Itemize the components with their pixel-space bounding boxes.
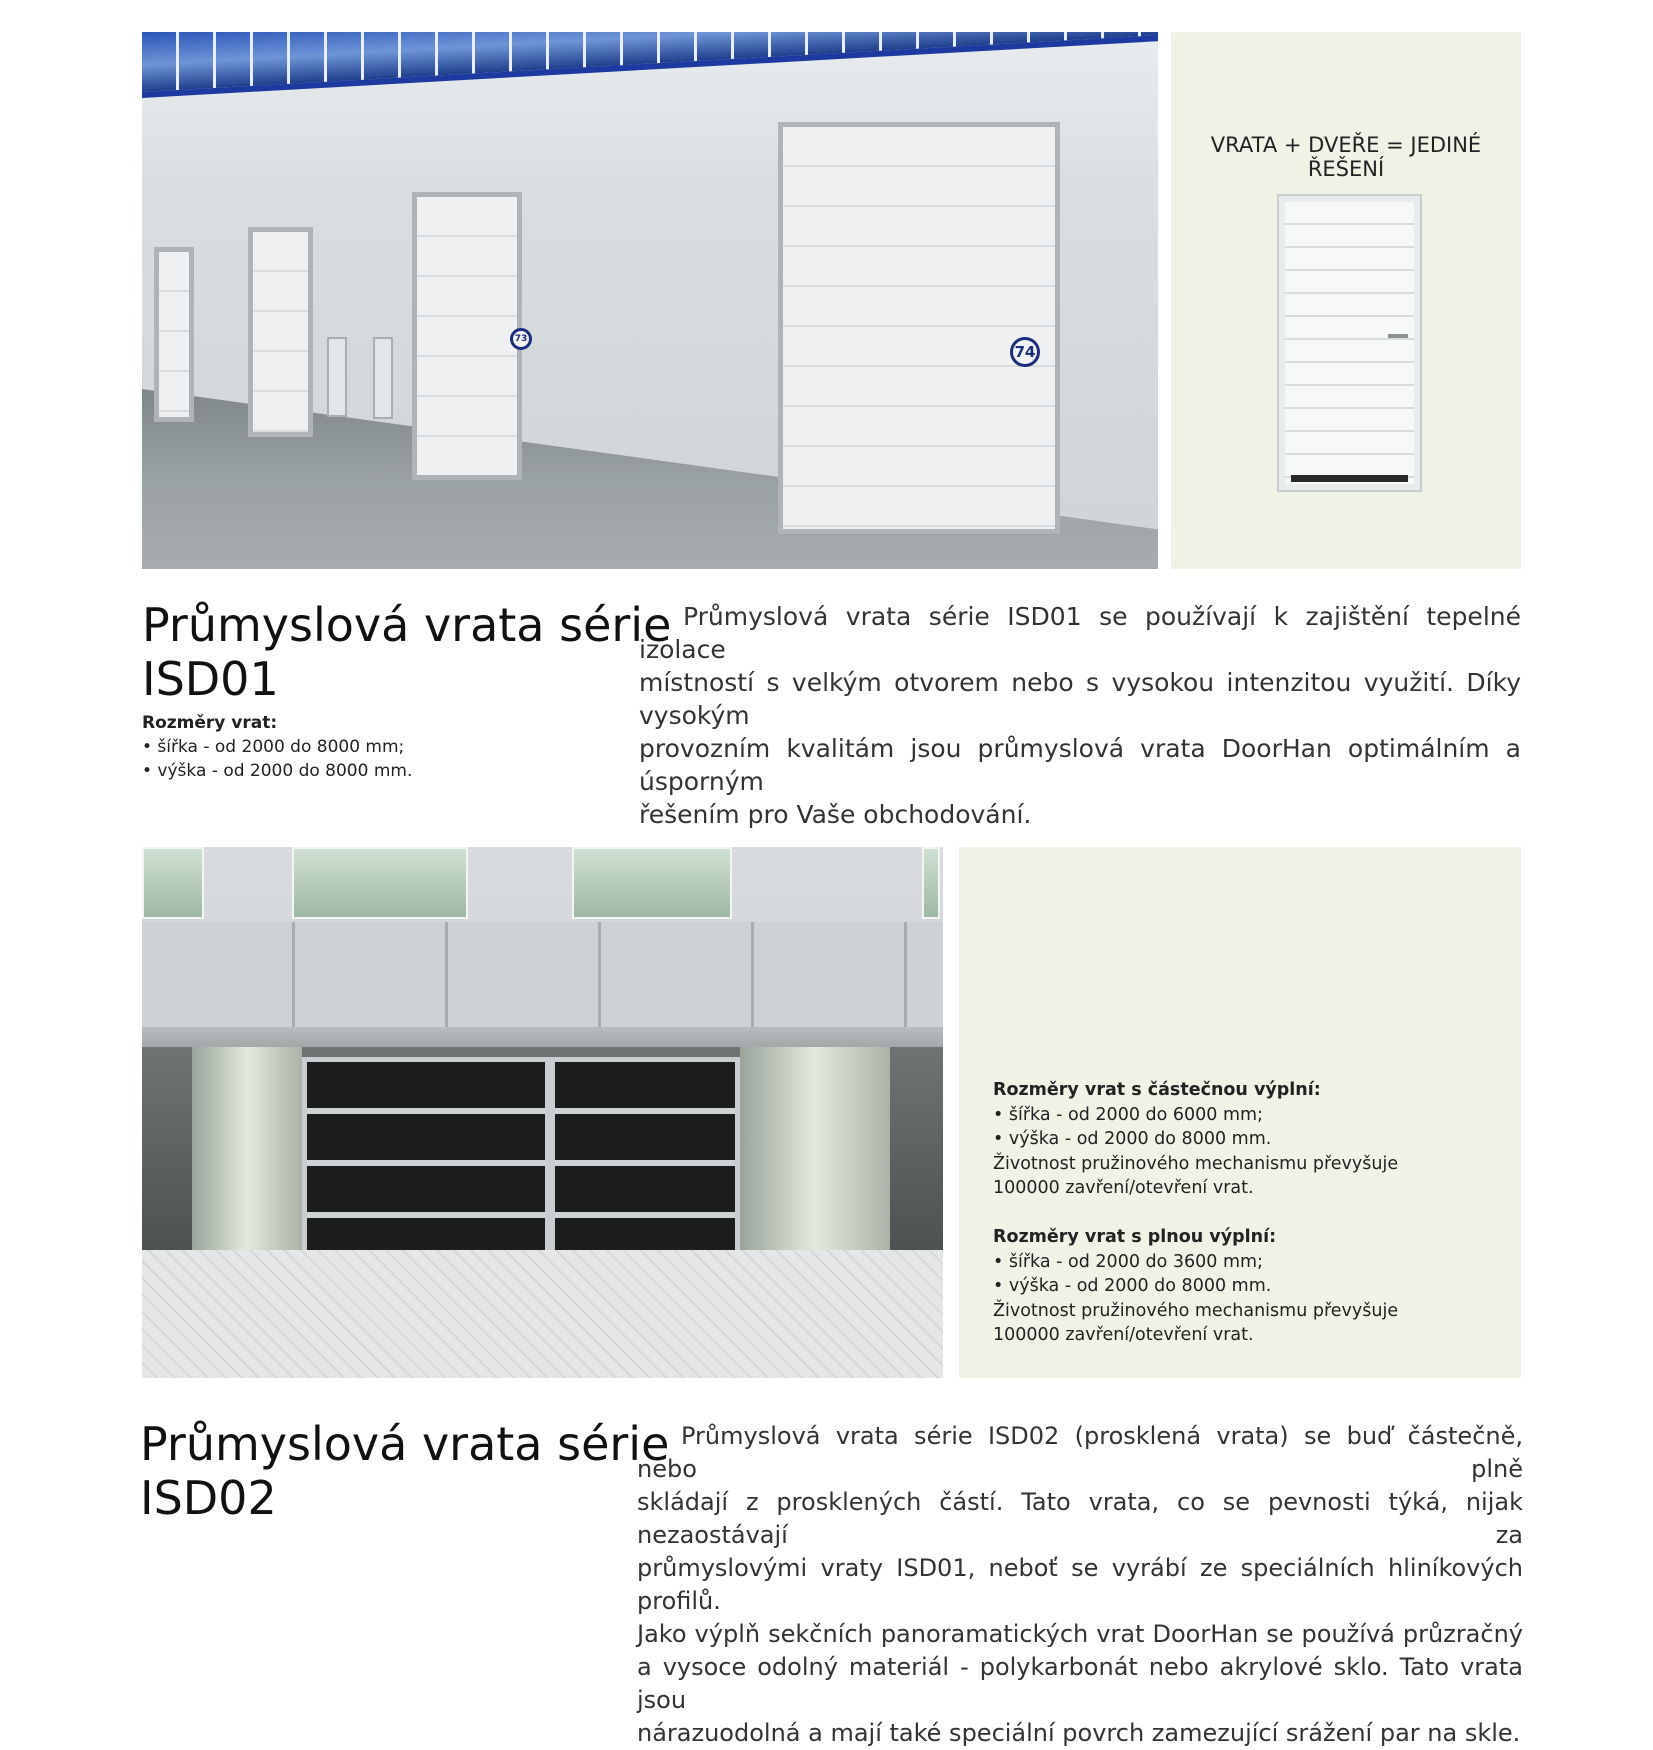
- upper-window: [292, 847, 468, 919]
- section2-paragraph: [637, 1420, 1523, 1750]
- sectional-door-large: [778, 122, 1060, 534]
- spec-line: Životnost pružinového mechanismu převyšuje: [993, 1153, 1399, 1174]
- glass-column: [740, 1047, 890, 1260]
- title-line: ISD01: [142, 652, 279, 706]
- partial-fill-specs: [993, 1078, 1398, 1201]
- sectional-door: [412, 192, 522, 480]
- door-combo-panel: [1171, 32, 1521, 569]
- paragraph-line: místností s velkým otvorem nebo s vysokou intenzitou využití. Díky vysokým: [639, 668, 1521, 730]
- section1-dimensions: [142, 711, 412, 783]
- spec-line: 100000 zavření/otevření vrat.: [993, 1325, 1254, 1345]
- paved-ground: [142, 1250, 943, 1378]
- title-line: ISD02: [140, 1471, 277, 1525]
- isd01-building-photo: [142, 32, 1158, 569]
- section2-title: [140, 1417, 669, 1525]
- spec-line: • výška - od 2000 do 8000 mm.: [993, 1276, 1272, 1296]
- door-number-badge: 74: [1010, 337, 1040, 367]
- paragraph-line: řešením pro Vaše obchodování.: [639, 800, 1032, 829]
- spec-line: 100000 zavření/otevření vrat.: [993, 1178, 1254, 1198]
- glazed-sectional-door: [550, 1057, 740, 1257]
- dims-heading: Rozměry vrat:: [142, 713, 278, 733]
- paragraph-line: průmyslovými vraty ISD01, neboť se vyrábí ze speciálních hliníkových profilů.: [637, 1554, 1523, 1615]
- isd02-spec-panel: [959, 847, 1521, 1378]
- paragraph-line: nárazuodolná a mají také speciální povrch zamezující srážení par na skle.: [637, 1719, 1521, 1747]
- paragraph-line: Průmyslová vrata série ISD01 se používají k zajištění tepelné izolace: [639, 602, 1521, 664]
- dims-item: • výška - od 2000 do 8000 mm.: [142, 761, 413, 781]
- spec-line: • šířka - od 2000 do 6000 mm;: [993, 1104, 1263, 1125]
- glazed-sectional-door: [302, 1057, 550, 1257]
- door-sill: [1291, 475, 1408, 482]
- upper-window: [922, 847, 940, 919]
- door-number-badge: 73: [510, 328, 532, 350]
- paragraph-line: provozním kvalitám jsou průmyslová vrata DoorHan optimálním a úsporným: [639, 734, 1521, 796]
- sectional-door: [154, 247, 194, 422]
- spec-heading: Rozměry vrat s částečnou výplní:: [993, 1080, 1321, 1100]
- title-line: Průmyslová vrata série: [140, 1417, 670, 1471]
- upper-window: [142, 847, 204, 919]
- facade-panels: [142, 922, 943, 1042]
- spec-heading: Rozměry vrat s plnou výplní:: [993, 1227, 1277, 1247]
- panel-tagline: VRATA + DVEŘE = JEDINÉ ŘEŠENÍ: [1210, 133, 1482, 181]
- pedestrian-door: [327, 337, 347, 417]
- isd02-building-photo: [142, 847, 943, 1378]
- section1-paragraph: [639, 600, 1521, 831]
- pedestrian-door: [373, 337, 393, 419]
- pedestrian-door-illustration: [1279, 196, 1420, 490]
- spec-line: Životnost pružinového mechanismu převyšuje: [993, 1300, 1399, 1321]
- paragraph-line: a vysoce odolný materiál - polykarbonát nebo akrylové sklo. Tato vrata jsou: [637, 1653, 1523, 1714]
- section1-title: [142, 598, 671, 706]
- sectional-door: [248, 227, 313, 437]
- spec-line: • šířka - od 2000 do 3600 mm;: [993, 1251, 1263, 1272]
- paragraph-line: skládají z prosklených částí. Tato vrata, co se pevnosti týká, nijak nezaostávají za: [637, 1488, 1523, 1549]
- full-fill-specs: [993, 1225, 1398, 1348]
- upper-window: [572, 847, 732, 919]
- paragraph-line: Průmyslová vrata série ISD02 (prosklená vrata) se buď částečně, nebo plně: [637, 1422, 1523, 1483]
- title-line: Průmyslová vrata série: [142, 598, 672, 652]
- spec-line: • výška - od 2000 do 8000 mm.: [993, 1129, 1272, 1149]
- paragraph-line: Jako výplň sekčních panoramatických vrat DoorHan se používá průzračný: [637, 1620, 1523, 1648]
- door-handle-icon: [1388, 334, 1408, 338]
- glass-column: [192, 1047, 302, 1260]
- dims-item: • šířka - od 2000 do 8000 mm;: [142, 737, 405, 757]
